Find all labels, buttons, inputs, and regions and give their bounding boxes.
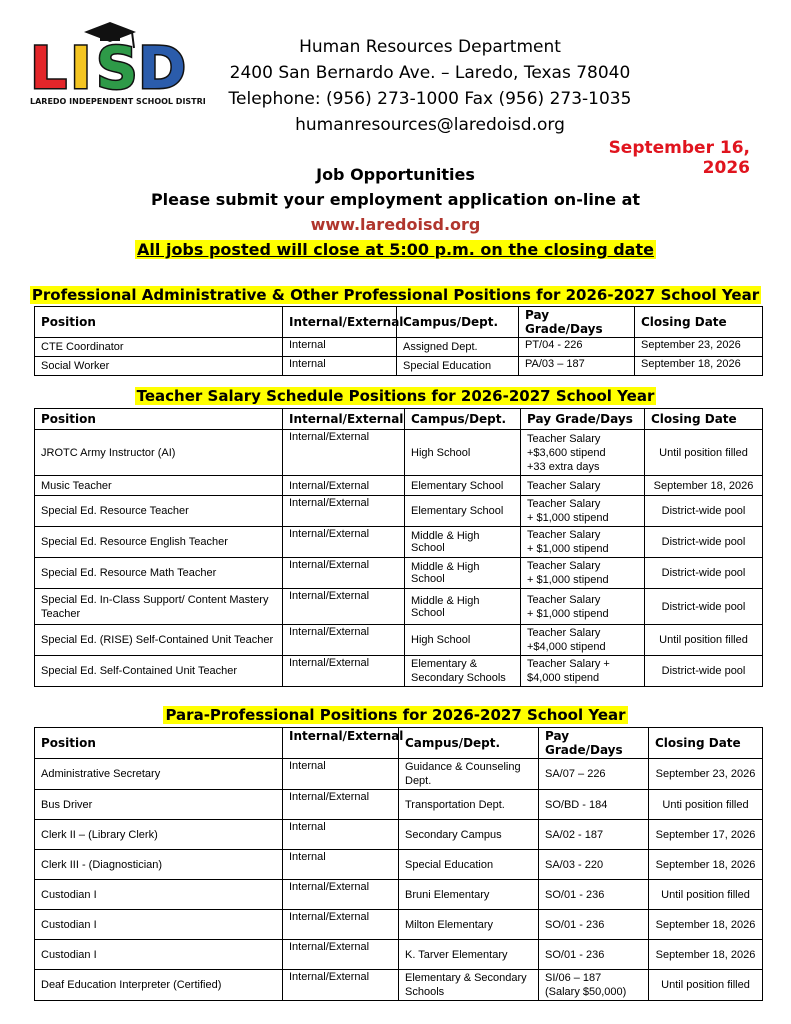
svg-text:I: I bbox=[70, 34, 92, 102]
closing-date-cell: September 18, 2026 bbox=[649, 940, 763, 970]
col-internal-external: Internal/External bbox=[283, 409, 405, 430]
pay-grade-cell: SA/07 – 226 bbox=[539, 759, 649, 790]
position-cell: Social Worker bbox=[35, 357, 283, 376]
internal-external-cell: Internal/External bbox=[283, 527, 405, 558]
phone-fax: Telephone: (956) 273-1000 Fax (956) 273-1035 bbox=[228, 89, 632, 109]
intro-title: Job Opportunities bbox=[316, 165, 475, 184]
position-cell: Special Ed. Resource English Teacher bbox=[35, 527, 283, 558]
campus-cell: Middle & High School bbox=[405, 527, 521, 558]
table-row bbox=[35, 656, 763, 687]
teacher-positions-table bbox=[34, 408, 763, 687]
campus-cell: Elementary & Secondary Schools bbox=[399, 970, 539, 1001]
section-title-professional: Professional Administrative & Other Professional Positions for 2026-2027 School Year bbox=[31, 286, 760, 304]
table-row bbox=[35, 357, 763, 376]
pay-grade-cell: Teacher Salary +$3,600 stipend +33 extra days bbox=[521, 430, 645, 476]
campus-cell: Special Education bbox=[399, 850, 539, 880]
pay-grade-cell: PA/03 – 187 bbox=[519, 357, 635, 376]
closing-date-cell: September 23, 2026 bbox=[649, 759, 763, 790]
pay-grade-cell: SI/06 – 187 (Salary $50,000) bbox=[539, 970, 649, 1001]
table-row bbox=[35, 476, 763, 496]
closing-date-cell: Until position filled bbox=[645, 625, 763, 656]
professional-positions-table bbox=[34, 306, 763, 376]
pay-grade-cell: SA/02 - 187 bbox=[539, 820, 649, 850]
address: 2400 San Bernardo Ave. – Laredo, Texas 78040 bbox=[229, 63, 631, 83]
table-row bbox=[35, 910, 763, 940]
col-position: Position bbox=[35, 409, 283, 430]
table-row bbox=[35, 940, 763, 970]
campus-cell: High School bbox=[405, 625, 521, 656]
closing-date-cell: September 18, 2026 bbox=[645, 476, 763, 496]
svg-text:D: D bbox=[138, 34, 187, 102]
col-position: Position bbox=[35, 307, 283, 338]
section-title-teacher: Teacher Salary Schedule Positions for 2026-2027 School Year bbox=[136, 387, 655, 405]
closing-note: All jobs posted will close at 5:00 p.m. on the closing date bbox=[137, 240, 654, 259]
col-campus-dept: Campus/Dept. bbox=[397, 307, 519, 338]
pay-grade-cell: SO/BD - 184 bbox=[539, 790, 649, 820]
col-closing-date: Closing Date bbox=[649, 728, 763, 759]
closing-date-cell: Until position filled bbox=[649, 970, 763, 1001]
campus-cell: Elementary School bbox=[405, 496, 521, 527]
table-row bbox=[35, 338, 763, 357]
campus-cell: Milton Elementary bbox=[399, 910, 539, 940]
position-cell: Special Ed. Resource Math Teacher bbox=[35, 558, 283, 589]
col-closing-date: Closing Date bbox=[645, 409, 763, 430]
campus-cell: K. Tarver Elementary bbox=[399, 940, 539, 970]
lisd-logo bbox=[28, 18, 206, 108]
internal-external-cell: Internal/External bbox=[283, 940, 399, 970]
closing-date-cell: District-wide pool bbox=[645, 496, 763, 527]
table-header-row bbox=[35, 409, 763, 430]
position-cell: Deaf Education Interpreter (Certified) bbox=[35, 970, 283, 1001]
intro-instruction: Please submit your employment application on-line at bbox=[150, 190, 641, 209]
table-row bbox=[35, 970, 763, 1001]
col-pay-grade-days: Pay Grade/Days bbox=[521, 409, 645, 430]
svg-text:S: S bbox=[96, 34, 138, 102]
email[interactable]: humanresources@laredoisd.org bbox=[295, 115, 565, 135]
position-cell: Bus Driver bbox=[35, 790, 283, 820]
table-row bbox=[35, 625, 763, 656]
position-cell: Administrative Secretary bbox=[35, 759, 283, 790]
internal-external-cell: Internal/External bbox=[283, 970, 399, 1001]
internal-external-cell: Internal/External bbox=[283, 558, 405, 589]
table-header-row bbox=[35, 307, 763, 338]
pay-grade-cell: Teacher Salary bbox=[521, 476, 645, 496]
position-cell: Music Teacher bbox=[35, 476, 283, 496]
internal-external-cell: Internal bbox=[283, 338, 397, 357]
pay-grade-cell: SA/03 - 220 bbox=[539, 850, 649, 880]
col-position: Position bbox=[35, 728, 283, 759]
closing-date-cell: Unti position filled bbox=[649, 790, 763, 820]
table-row bbox=[35, 759, 763, 790]
table-row bbox=[35, 880, 763, 910]
internal-external-cell: Internal/External bbox=[283, 625, 405, 656]
internal-external-cell: Internal/External bbox=[283, 656, 405, 687]
campus-cell: Elementary & Secondary Schools bbox=[405, 656, 521, 687]
col-campus-dept: Campus/Dept. bbox=[399, 728, 539, 759]
table-row bbox=[35, 790, 763, 820]
internal-external-cell: Internal/External bbox=[283, 790, 399, 820]
campus-cell: Secondary Campus bbox=[399, 820, 539, 850]
internal-external-cell: Internal bbox=[283, 357, 397, 376]
campus-cell: Middle & High School bbox=[405, 558, 521, 589]
col-internal-external: Internal/External bbox=[283, 307, 397, 338]
logo-subtitle: LAREDO INDEPENDENT SCHOOL DISTRICT bbox=[30, 97, 206, 106]
closing-date-cell: September 23, 2026 bbox=[635, 338, 763, 357]
internal-external-cell: Internal/External bbox=[283, 496, 405, 527]
pay-grade-cell: Teacher Salary + $1,000 stipend bbox=[521, 558, 645, 589]
campus-cell: Bruni Elementary bbox=[399, 880, 539, 910]
closing-date-cell: District-wide pool bbox=[645, 656, 763, 687]
internal-external-cell: Internal/External bbox=[283, 910, 399, 940]
closing-date-cell: Until position filled bbox=[645, 430, 763, 476]
pay-grade-cell: Teacher Salary + $1,000 stipend bbox=[521, 527, 645, 558]
campus-cell: Guidance & Counseling Dept. bbox=[399, 759, 539, 790]
campus-cell: Transportation Dept. bbox=[399, 790, 539, 820]
table-row bbox=[35, 527, 763, 558]
table-row bbox=[35, 820, 763, 850]
campus-cell: Assigned Dept. bbox=[397, 338, 519, 357]
internal-external-cell: Internal bbox=[283, 850, 399, 880]
para-professional-positions-table bbox=[34, 727, 763, 1001]
position-cell: Custodian I bbox=[35, 880, 283, 910]
internal-external-cell: Internal/External bbox=[283, 476, 405, 496]
col-campus-dept: Campus/Dept. bbox=[405, 409, 521, 430]
table-row bbox=[35, 850, 763, 880]
closing-date-cell: September 18, 2026 bbox=[649, 910, 763, 940]
table-row bbox=[35, 589, 763, 625]
closing-date-cell: September 17, 2026 bbox=[649, 820, 763, 850]
position-cell: Special Ed. Self-Contained Unit Teacher bbox=[35, 656, 283, 687]
campus-cell: Special Education bbox=[397, 357, 519, 376]
position-cell: Special Ed. (RISE) Self-Contained Unit Teacher bbox=[35, 625, 283, 656]
pay-grade-cell: Teacher Salary + $4,000 stipend bbox=[521, 656, 645, 687]
col-pay-grade-days: Pay Grade/Days bbox=[519, 307, 635, 338]
closing-date-cell: District-wide pool bbox=[645, 527, 763, 558]
pay-grade-cell: SO/01 - 236 bbox=[539, 940, 649, 970]
position-cell: Clerk II – (Library Clerk) bbox=[35, 820, 283, 850]
position-cell: Custodian I bbox=[35, 940, 283, 970]
internal-external-cell: Internal/External bbox=[283, 430, 405, 476]
table-row bbox=[35, 430, 763, 476]
campus-cell: High School bbox=[405, 430, 521, 476]
section-title-para-professional: Para-Professional Positions for 2026-2027 School Year bbox=[165, 706, 626, 724]
closing-date-cell: District-wide pool bbox=[645, 589, 763, 625]
position-cell: Clerk III - (Diagnostician) bbox=[35, 850, 283, 880]
position-cell: Custodian I bbox=[35, 910, 283, 940]
closing-date-cell: September 18, 2026 bbox=[635, 357, 763, 376]
svg-text:L: L bbox=[30, 34, 67, 102]
internal-external-cell: Internal/External bbox=[283, 589, 405, 625]
position-cell: Special Ed. In-Class Support/ Content Mastery Teacher bbox=[35, 589, 283, 625]
intro-block bbox=[0, 162, 791, 262]
internal-external-cell: Internal bbox=[283, 759, 399, 790]
pay-grade-cell: PT/04 - 226 bbox=[519, 338, 635, 357]
pay-grade-cell: SO/01 - 236 bbox=[539, 910, 649, 940]
closing-date-cell: Until position filled bbox=[649, 880, 763, 910]
posting-date: September 16, 2026 bbox=[608, 138, 750, 178]
pay-grade-cell: SO/01 - 236 bbox=[539, 880, 649, 910]
position-cell: JROTC Army Instructor (AI) bbox=[35, 430, 283, 476]
pay-grade-cell: Teacher Salary + $1,000 stipend bbox=[521, 496, 645, 527]
table-row bbox=[35, 558, 763, 589]
campus-cell: Elementary School bbox=[405, 476, 521, 496]
internal-external-cell: Internal bbox=[283, 820, 399, 850]
table-header-row bbox=[35, 728, 763, 759]
internal-external-cell: Internal/External bbox=[283, 880, 399, 910]
col-internal-external: Internal/External bbox=[283, 728, 399, 759]
col-closing-date: Closing Date bbox=[635, 307, 763, 338]
position-cell: Special Ed. Resource Teacher bbox=[35, 496, 283, 527]
position-cell: CTE Coordinator bbox=[35, 338, 283, 357]
contact-block bbox=[200, 34, 660, 138]
department-name: Human Resources Department bbox=[299, 37, 561, 57]
pay-grade-cell: Teacher Salary + $1,000 stipend bbox=[521, 589, 645, 625]
pay-grade-cell: Teacher Salary +$4,000 stipend bbox=[521, 625, 645, 656]
table-row bbox=[35, 496, 763, 527]
campus-cell: Middle & High School bbox=[405, 589, 521, 625]
website-link[interactable]: www.laredoisd.org bbox=[310, 215, 481, 234]
closing-date-cell: District-wide pool bbox=[645, 558, 763, 589]
col-pay-grade-days: Pay Grade/Days bbox=[539, 728, 649, 759]
closing-date-cell: September 18, 2026 bbox=[649, 850, 763, 880]
